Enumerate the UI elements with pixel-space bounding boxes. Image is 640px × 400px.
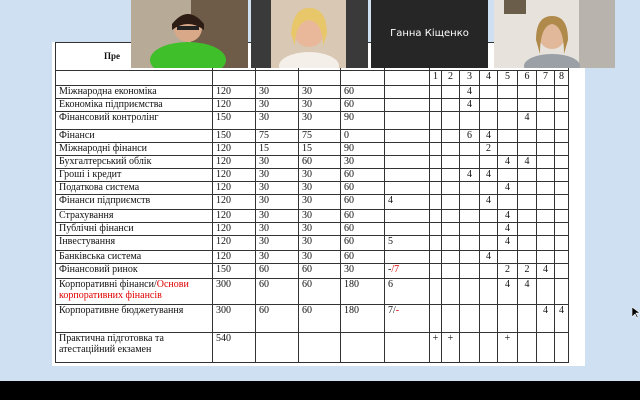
subject-name-cell: Практична підготовка та атестаційний екзамен bbox=[56, 333, 213, 363]
semester-credit-cell bbox=[442, 236, 460, 251]
semester-credit-cell bbox=[460, 251, 480, 264]
credits-cell bbox=[385, 130, 430, 143]
semester-credit-cell bbox=[518, 251, 537, 264]
hours-cell: 120 bbox=[213, 99, 256, 112]
hours-cell: 120 bbox=[213, 223, 256, 236]
table-row bbox=[56, 195, 569, 210]
hours-cell: 60 bbox=[341, 195, 385, 210]
semester-credit-cell bbox=[442, 130, 460, 143]
hours-cell: 90 bbox=[341, 112, 385, 130]
semester-credit-cell bbox=[537, 143, 555, 156]
semester-credit-cell: 4 bbox=[460, 169, 480, 182]
semester-credit-cell bbox=[430, 264, 442, 279]
hours-cell: 30 bbox=[299, 99, 341, 112]
semester-credit-cell bbox=[460, 195, 480, 210]
credits-cell bbox=[385, 156, 430, 169]
semester-credit-cell bbox=[460, 182, 480, 195]
semester-credit-cell bbox=[537, 236, 555, 251]
semester-credit-cell bbox=[430, 182, 442, 195]
hours-cell: 30 bbox=[299, 195, 341, 210]
subject-name-cell: Фінансовий ринок bbox=[56, 264, 213, 279]
semester-credit-cell: 4 bbox=[480, 169, 498, 182]
header-cell bbox=[385, 71, 430, 86]
semester-credit-cell: 4 bbox=[480, 195, 498, 210]
semester-credit-cell bbox=[460, 156, 480, 169]
subject-name-cell: Інвестування bbox=[56, 236, 213, 251]
table-row bbox=[56, 143, 569, 156]
subject-name-cell: Податкова система bbox=[56, 182, 213, 195]
hours-cell: 150 bbox=[213, 264, 256, 279]
hours-cell: 30 bbox=[256, 251, 299, 264]
table-row bbox=[56, 333, 569, 363]
hours-cell: 30 bbox=[256, 169, 299, 182]
semester-credit-cell: 4 bbox=[518, 156, 537, 169]
semester-credit-cell bbox=[480, 223, 498, 236]
semester-credit-cell bbox=[518, 143, 537, 156]
semester-credit-cell bbox=[537, 86, 555, 99]
hours-cell: 60 bbox=[299, 305, 341, 333]
header-cell bbox=[256, 71, 299, 86]
semester-credit-cell: 4 bbox=[480, 130, 498, 143]
semester-credit-cell bbox=[480, 333, 498, 363]
semester-credit-cell: 6 bbox=[460, 130, 480, 143]
subject-name-cell: Бухгалтерський облік bbox=[56, 156, 213, 169]
hours-cell: 60 bbox=[341, 251, 385, 264]
credits-cell bbox=[385, 112, 430, 130]
semester-credit-cell bbox=[555, 333, 569, 363]
credits-value-alt: /7 bbox=[391, 264, 400, 275]
hours-cell: 60 bbox=[299, 279, 341, 305]
semester-credit-cell bbox=[498, 251, 518, 264]
table-row bbox=[56, 182, 569, 195]
semester-credit-cell bbox=[555, 279, 569, 305]
semester-credit-cell bbox=[555, 251, 569, 264]
credits-value: - bbox=[388, 264, 392, 275]
credits-cell bbox=[385, 182, 430, 195]
table-row bbox=[56, 130, 569, 143]
semester-credit-cell: 4 bbox=[498, 182, 518, 195]
semester-credit-cell: 4 bbox=[518, 279, 537, 305]
semester-credit-cell: + bbox=[498, 333, 518, 363]
semester-credit-cell bbox=[460, 112, 480, 130]
semester-credit-cell bbox=[498, 305, 518, 333]
semester-credit-cell bbox=[430, 169, 442, 182]
semester-credit-cell bbox=[430, 86, 442, 99]
credits-cell bbox=[385, 99, 430, 112]
credits-cell bbox=[385, 210, 430, 223]
participant-video-2 bbox=[251, 0, 368, 68]
hours-cell: 30 bbox=[299, 169, 341, 182]
hours-cell: 300 bbox=[213, 279, 256, 305]
hours-cell: 120 bbox=[213, 143, 256, 156]
header-cell bbox=[299, 71, 341, 86]
subject-name-cell: Страхування bbox=[56, 210, 213, 223]
table-row bbox=[56, 223, 569, 236]
hours-cell: 120 bbox=[213, 182, 256, 195]
participant-tile-1[interactable] bbox=[131, 0, 248, 68]
semester-credit-cell bbox=[555, 112, 569, 130]
credits-cell: 5 bbox=[385, 236, 430, 251]
semester-credit-cell bbox=[442, 279, 460, 305]
table-row bbox=[56, 169, 569, 182]
hours-cell: 30 bbox=[256, 112, 299, 130]
semester-credit-cell: 2 bbox=[480, 143, 498, 156]
semester-credit-cell: + bbox=[442, 333, 460, 363]
hours-cell: 120 bbox=[213, 156, 256, 169]
semester-credit-cell bbox=[537, 210, 555, 223]
hours-cell: 30 bbox=[341, 264, 385, 279]
semester-credit-cell bbox=[518, 182, 537, 195]
semester-credit-cell bbox=[498, 99, 518, 112]
semester-credit-cell bbox=[518, 195, 537, 210]
semester-credit-cell bbox=[537, 182, 555, 195]
hours-cell: 60 bbox=[256, 264, 299, 279]
hours-cell: 60 bbox=[341, 236, 385, 251]
subject-name-cell: Міжнародна економіка bbox=[56, 86, 213, 99]
semester-credit-cell bbox=[460, 143, 480, 156]
semester-credit-cell: 4 bbox=[498, 279, 518, 305]
semester-credit-cell bbox=[498, 112, 518, 130]
hours-cell: 120 bbox=[213, 251, 256, 264]
semester-credit-cell bbox=[460, 279, 480, 305]
semester-credit-cell: 2 bbox=[518, 264, 537, 279]
table-row bbox=[56, 99, 569, 112]
semester-credit-cell bbox=[480, 264, 498, 279]
hours-cell: 30 bbox=[341, 156, 385, 169]
header-title-cell: Пре bbox=[56, 43, 213, 71]
semester-credit-cell bbox=[537, 251, 555, 264]
hours-cell: 60 bbox=[341, 210, 385, 223]
hours-cell: 0 bbox=[341, 130, 385, 143]
semester-credit-cell: 4 bbox=[498, 223, 518, 236]
credits-value: 7/ bbox=[388, 305, 396, 316]
subject-name-cell bbox=[56, 279, 213, 305]
semester-credit-cell bbox=[537, 112, 555, 130]
credits-cell bbox=[385, 86, 430, 99]
hours-cell: 90 bbox=[341, 143, 385, 156]
semester-credit-cell: 4 bbox=[460, 99, 480, 112]
semester-credit-cell bbox=[555, 86, 569, 99]
semester-credit-cell bbox=[480, 182, 498, 195]
semester-credit-cell bbox=[480, 99, 498, 112]
header-cell bbox=[213, 71, 256, 86]
semester-credit-cell bbox=[460, 210, 480, 223]
subject-name-cell: Публічні фінанси bbox=[56, 223, 213, 236]
semester-credit-cell bbox=[537, 279, 555, 305]
semester-credit-cell bbox=[537, 195, 555, 210]
semester-number-cell: 2 bbox=[442, 71, 460, 86]
hours-cell: 120 bbox=[213, 236, 256, 251]
semester-credit-cell bbox=[460, 223, 480, 236]
hours-cell: 60 bbox=[256, 279, 299, 305]
semester-credit-cell bbox=[430, 279, 442, 305]
semester-credit-cell bbox=[480, 210, 498, 223]
semester-credit-cell bbox=[518, 210, 537, 223]
semester-credit-cell: 4 bbox=[498, 210, 518, 223]
hours-cell: 60 bbox=[299, 264, 341, 279]
hours-cell: 30 bbox=[299, 182, 341, 195]
hours-cell: 150 bbox=[213, 112, 256, 130]
semester-credit-cell bbox=[537, 130, 555, 143]
participant-name: Ганна Кіщенко bbox=[390, 28, 469, 39]
hours-cell: 60 bbox=[341, 86, 385, 99]
semester-number-cell: 3 bbox=[460, 71, 480, 86]
semester-credit-cell bbox=[555, 236, 569, 251]
semester-credit-cell bbox=[537, 223, 555, 236]
hours-cell: 15 bbox=[299, 143, 341, 156]
semester-credit-cell bbox=[498, 169, 518, 182]
semester-credit-cell bbox=[555, 210, 569, 223]
video-tiles-strip bbox=[131, 0, 615, 68]
subject-name-cell: Фінанси bbox=[56, 130, 213, 143]
table-row bbox=[56, 210, 569, 223]
semester-credit-cell bbox=[518, 169, 537, 182]
semester-credit-cell bbox=[498, 195, 518, 210]
semester-credit-cell bbox=[555, 264, 569, 279]
document-page bbox=[52, 42, 585, 366]
hours-cell: 60 bbox=[256, 305, 299, 333]
semester-credit-cell bbox=[442, 210, 460, 223]
table-row bbox=[56, 279, 569, 305]
semester-credit-cell bbox=[518, 305, 537, 333]
semester-credit-cell bbox=[442, 264, 460, 279]
semester-credit-cell bbox=[518, 223, 537, 236]
credits-cell bbox=[385, 264, 430, 279]
semester-credit-cell bbox=[442, 182, 460, 195]
semester-credit-cell bbox=[480, 236, 498, 251]
hours-cell: 540 bbox=[213, 333, 256, 363]
semester-number-cell: 7 bbox=[537, 71, 555, 86]
semester-credit-cell: 4 bbox=[480, 251, 498, 264]
subject-name-alt: Основи корпоративних фінансів bbox=[59, 279, 189, 301]
semester-credit-cell bbox=[480, 112, 498, 130]
credits-cell bbox=[385, 169, 430, 182]
semester-credit-cell bbox=[480, 86, 498, 99]
semester-number-cell: 5 bbox=[498, 71, 518, 86]
credits-cell bbox=[385, 333, 430, 363]
semester-credit-cell bbox=[518, 86, 537, 99]
hours-cell: 60 bbox=[341, 182, 385, 195]
credits-cell bbox=[385, 305, 430, 333]
table-row bbox=[56, 236, 569, 251]
semester-credit-cell bbox=[430, 223, 442, 236]
semester-number-cell: 6 bbox=[518, 71, 537, 86]
hours-cell: 120 bbox=[213, 210, 256, 223]
semester-credit-cell bbox=[555, 130, 569, 143]
hours-cell: 30 bbox=[256, 223, 299, 236]
semester-credit-cell bbox=[460, 333, 480, 363]
subject-name-cell: Фінанси підприємств bbox=[56, 195, 213, 210]
table-row bbox=[56, 305, 569, 333]
semester-credit-cell bbox=[442, 156, 460, 169]
participant-tile-3[interactable] bbox=[371, 0, 488, 68]
semester-credit-cell bbox=[555, 182, 569, 195]
hours-cell: 30 bbox=[299, 112, 341, 130]
subject-name-cell: Міжнародні фінанси bbox=[56, 143, 213, 156]
table-row bbox=[56, 86, 569, 99]
semester-number-cell: 4 bbox=[480, 71, 498, 86]
semester-credit-cell bbox=[442, 251, 460, 264]
semester-credit-cell bbox=[442, 169, 460, 182]
semester-credit-cell bbox=[442, 86, 460, 99]
semester-credit-cell bbox=[518, 236, 537, 251]
taskbar bbox=[0, 381, 640, 400]
hours-cell: 30 bbox=[256, 195, 299, 210]
hours-cell: 30 bbox=[256, 99, 299, 112]
semester-credit-cell bbox=[430, 305, 442, 333]
hours-cell: 180 bbox=[341, 305, 385, 333]
semester-credit-cell bbox=[460, 305, 480, 333]
semester-credit-cell: 4 bbox=[460, 86, 480, 99]
semester-credit-cell bbox=[518, 333, 537, 363]
credits-cell: 4 bbox=[385, 195, 430, 210]
semester-credit-cell bbox=[430, 210, 442, 223]
semester-credit-cell: 4 bbox=[518, 112, 537, 130]
hours-cell: 30 bbox=[256, 210, 299, 223]
hours-cell: 75 bbox=[299, 130, 341, 143]
semester-credit-cell bbox=[430, 236, 442, 251]
semester-credit-cell bbox=[537, 169, 555, 182]
semester-credit-cell bbox=[430, 251, 442, 264]
table-row bbox=[56, 264, 569, 279]
semester-credit-cell: 4 bbox=[498, 156, 518, 169]
semester-credit-cell bbox=[518, 130, 537, 143]
hours-cell: 30 bbox=[256, 182, 299, 195]
semester-credit-cell bbox=[555, 223, 569, 236]
hours-cell: 30 bbox=[299, 210, 341, 223]
header-cell bbox=[56, 71, 213, 86]
credits-cell bbox=[385, 251, 430, 264]
participant-tile-2[interactable] bbox=[251, 0, 368, 68]
table-row bbox=[56, 251, 569, 264]
hours-cell: 30 bbox=[256, 236, 299, 251]
subject-name-cell: Корпоративне бюджетування bbox=[56, 305, 213, 333]
semester-credit-cell bbox=[555, 195, 569, 210]
hours-cell: 30 bbox=[299, 236, 341, 251]
semester-credit-cell bbox=[442, 195, 460, 210]
table-row bbox=[56, 112, 569, 130]
hours-cell: 30 bbox=[299, 251, 341, 264]
semester-credit-cell bbox=[430, 143, 442, 156]
subject-name: Корпоративні фінанси/ bbox=[59, 279, 157, 290]
semester-credit-cell bbox=[460, 236, 480, 251]
semester-credit-cell bbox=[537, 156, 555, 169]
semester-credit-cell bbox=[430, 156, 442, 169]
semester-credit-cell bbox=[555, 156, 569, 169]
semester-credit-cell bbox=[442, 112, 460, 130]
credits-value-alt: - bbox=[395, 305, 400, 316]
semester-credit-cell bbox=[518, 99, 537, 112]
semester-credit-cell: 4 bbox=[498, 236, 518, 251]
semester-credit-cell: 4 bbox=[537, 264, 555, 279]
hours-cell: 60 bbox=[341, 99, 385, 112]
semester-credit-cell bbox=[430, 99, 442, 112]
credits-cell bbox=[385, 223, 430, 236]
semester-credit-cell bbox=[555, 169, 569, 182]
hours-cell: 60 bbox=[299, 156, 341, 169]
semester-credit-cell bbox=[480, 279, 498, 305]
hours-cell: 30 bbox=[299, 86, 341, 99]
hours-cell bbox=[341, 333, 385, 363]
semester-credit-cell bbox=[498, 86, 518, 99]
participant-video-1 bbox=[131, 0, 248, 68]
hours-cell bbox=[256, 333, 299, 363]
hours-cell: 180 bbox=[341, 279, 385, 305]
curriculum-table bbox=[55, 42, 569, 363]
hours-cell: 15 bbox=[256, 143, 299, 156]
credits-cell bbox=[385, 143, 430, 156]
subject-name-cell: Банківська система bbox=[56, 251, 213, 264]
subject-name-cell: Економіка підприємства bbox=[56, 99, 213, 112]
semester-credit-cell: 4 bbox=[555, 305, 569, 333]
hours-cell: 75 bbox=[256, 130, 299, 143]
semester-credit-cell bbox=[430, 130, 442, 143]
hours-cell: 60 bbox=[341, 169, 385, 182]
subject-name-cell: Гроші і кредит bbox=[56, 169, 213, 182]
semester-credit-cell bbox=[430, 112, 442, 130]
semester-credit-cell bbox=[442, 223, 460, 236]
hours-cell: 30 bbox=[299, 223, 341, 236]
semester-credit-cell bbox=[555, 99, 569, 112]
hours-cell: 30 bbox=[256, 86, 299, 99]
hours-cell bbox=[299, 333, 341, 363]
semester-credit-cell bbox=[537, 99, 555, 112]
credits-cell: 6 bbox=[385, 279, 430, 305]
semester-credit-cell bbox=[537, 333, 555, 363]
semester-credit-cell: 4 bbox=[537, 305, 555, 333]
semester-credit-cell bbox=[460, 264, 480, 279]
hours-cell: 120 bbox=[213, 86, 256, 99]
semester-credit-cell bbox=[480, 156, 498, 169]
semester-credit-cell bbox=[442, 143, 460, 156]
header-cell bbox=[341, 71, 385, 86]
table-row bbox=[56, 156, 569, 169]
mouse-cursor-icon bbox=[632, 307, 640, 319]
semester-credit-cell bbox=[498, 130, 518, 143]
semester-credit-cell bbox=[430, 195, 442, 210]
semester-credit-cell: 2 bbox=[498, 264, 518, 279]
semester-number-cell: 8 bbox=[555, 71, 569, 86]
semester-credit-cell: + bbox=[430, 333, 442, 363]
participant-tile-4[interactable] bbox=[494, 0, 615, 68]
semester-number-cell: 1 bbox=[430, 71, 442, 86]
hours-cell: 300 bbox=[213, 305, 256, 333]
semester-credit-cell bbox=[480, 305, 498, 333]
semester-credit-cell bbox=[498, 143, 518, 156]
semester-credit-cell bbox=[442, 305, 460, 333]
hours-cell: 120 bbox=[213, 195, 256, 210]
hours-cell: 30 bbox=[256, 156, 299, 169]
subject-name-cell: Фінансовий контролінг bbox=[56, 112, 213, 130]
semester-credit-cell bbox=[442, 99, 460, 112]
participant-video-4 bbox=[494, 0, 615, 68]
semester-credit-cell bbox=[555, 143, 569, 156]
hours-cell: 120 bbox=[213, 169, 256, 182]
hours-cell: 150 bbox=[213, 130, 256, 143]
hours-cell: 60 bbox=[341, 223, 385, 236]
